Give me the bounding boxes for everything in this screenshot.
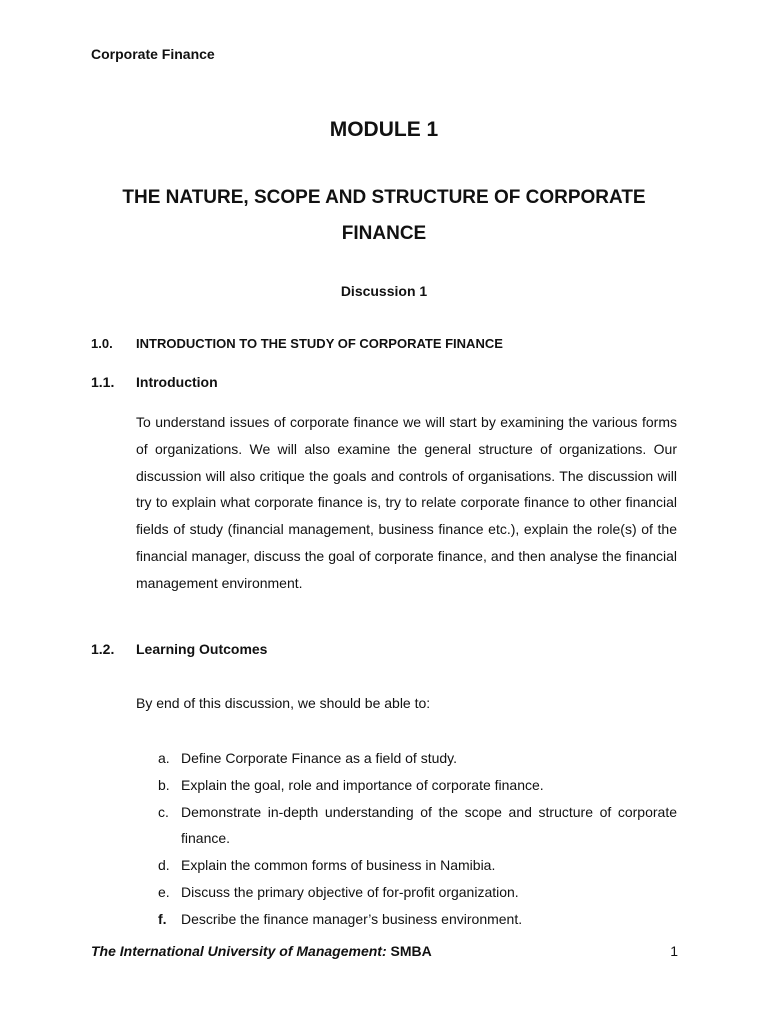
document-title: THE NATURE, SCOPE AND STRUCTURE OF CORPORATE FINANCE [122, 187, 646, 244]
running-header: Corporate Finance [91, 46, 215, 62]
list-item [158, 772, 677, 799]
list-item-text: Define Corporate Finance as a field of study. [181, 750, 458, 766]
list-marker: c. [158, 803, 169, 820]
outcomes-lead-in: By end of this discussion, we should be able to: [136, 695, 431, 711]
section-number: 1.2. [91, 641, 115, 657]
list-marker: e. [158, 883, 170, 900]
section-number: 1.1. [91, 374, 115, 390]
list-item [158, 906, 677, 933]
learning-outcomes-list [158, 745, 677, 933]
list-item [158, 852, 677, 879]
list-marker: b. [158, 776, 170, 793]
introduction-paragraph: To understand issues of corporate finance we will start by examining the various forms of organizations. We will also examine the general structure of organizations. Our discussion will also critique the goals and controls of organisations. The discussion will try to explain what corporate finance is, try to relate corporate finance to other financial fields of study (financial management, business finance etc.), explain the role(s) of the financial manager, discuss the goal of corporate finance, and then analyse the financial management environment. [136, 414, 677, 591]
list-item [158, 879, 677, 906]
section-title: INTRODUCTION TO THE STUDY OF CORPORATE FINANCE [136, 336, 503, 351]
list-item [158, 745, 677, 772]
footer-program: SMBA [386, 943, 432, 959]
list-item [158, 799, 677, 853]
section-title: Learning Outcomes [136, 641, 268, 657]
list-marker: d. [158, 857, 170, 874]
list-item-text: Demonstrate in-depth understanding of the scope and structure of corporate finance. [181, 803, 677, 847]
list-marker: f. [158, 910, 167, 927]
list-item-text: Explain the goal, role and importance of corporate finance. [181, 776, 544, 793]
list-marker: a. [158, 750, 170, 766]
list-item-text: Describe the finance manager’s business environment. [181, 910, 523, 927]
discussion-label: Discussion 1 [340, 283, 428, 299]
list-item-text: Discuss the primary objective of for-profit organization. [181, 883, 519, 900]
list-item-text: Explain the common forms of business in Namibia. [181, 857, 496, 874]
page-footer [91, 943, 678, 959]
section-number: 1.0. [91, 336, 113, 351]
section-title: Introduction [136, 374, 218, 390]
module-title: MODULE 1 [329, 118, 439, 141]
footer-institution: The International University of Management: [91, 943, 387, 959]
page-number: 1 [670, 943, 678, 959]
